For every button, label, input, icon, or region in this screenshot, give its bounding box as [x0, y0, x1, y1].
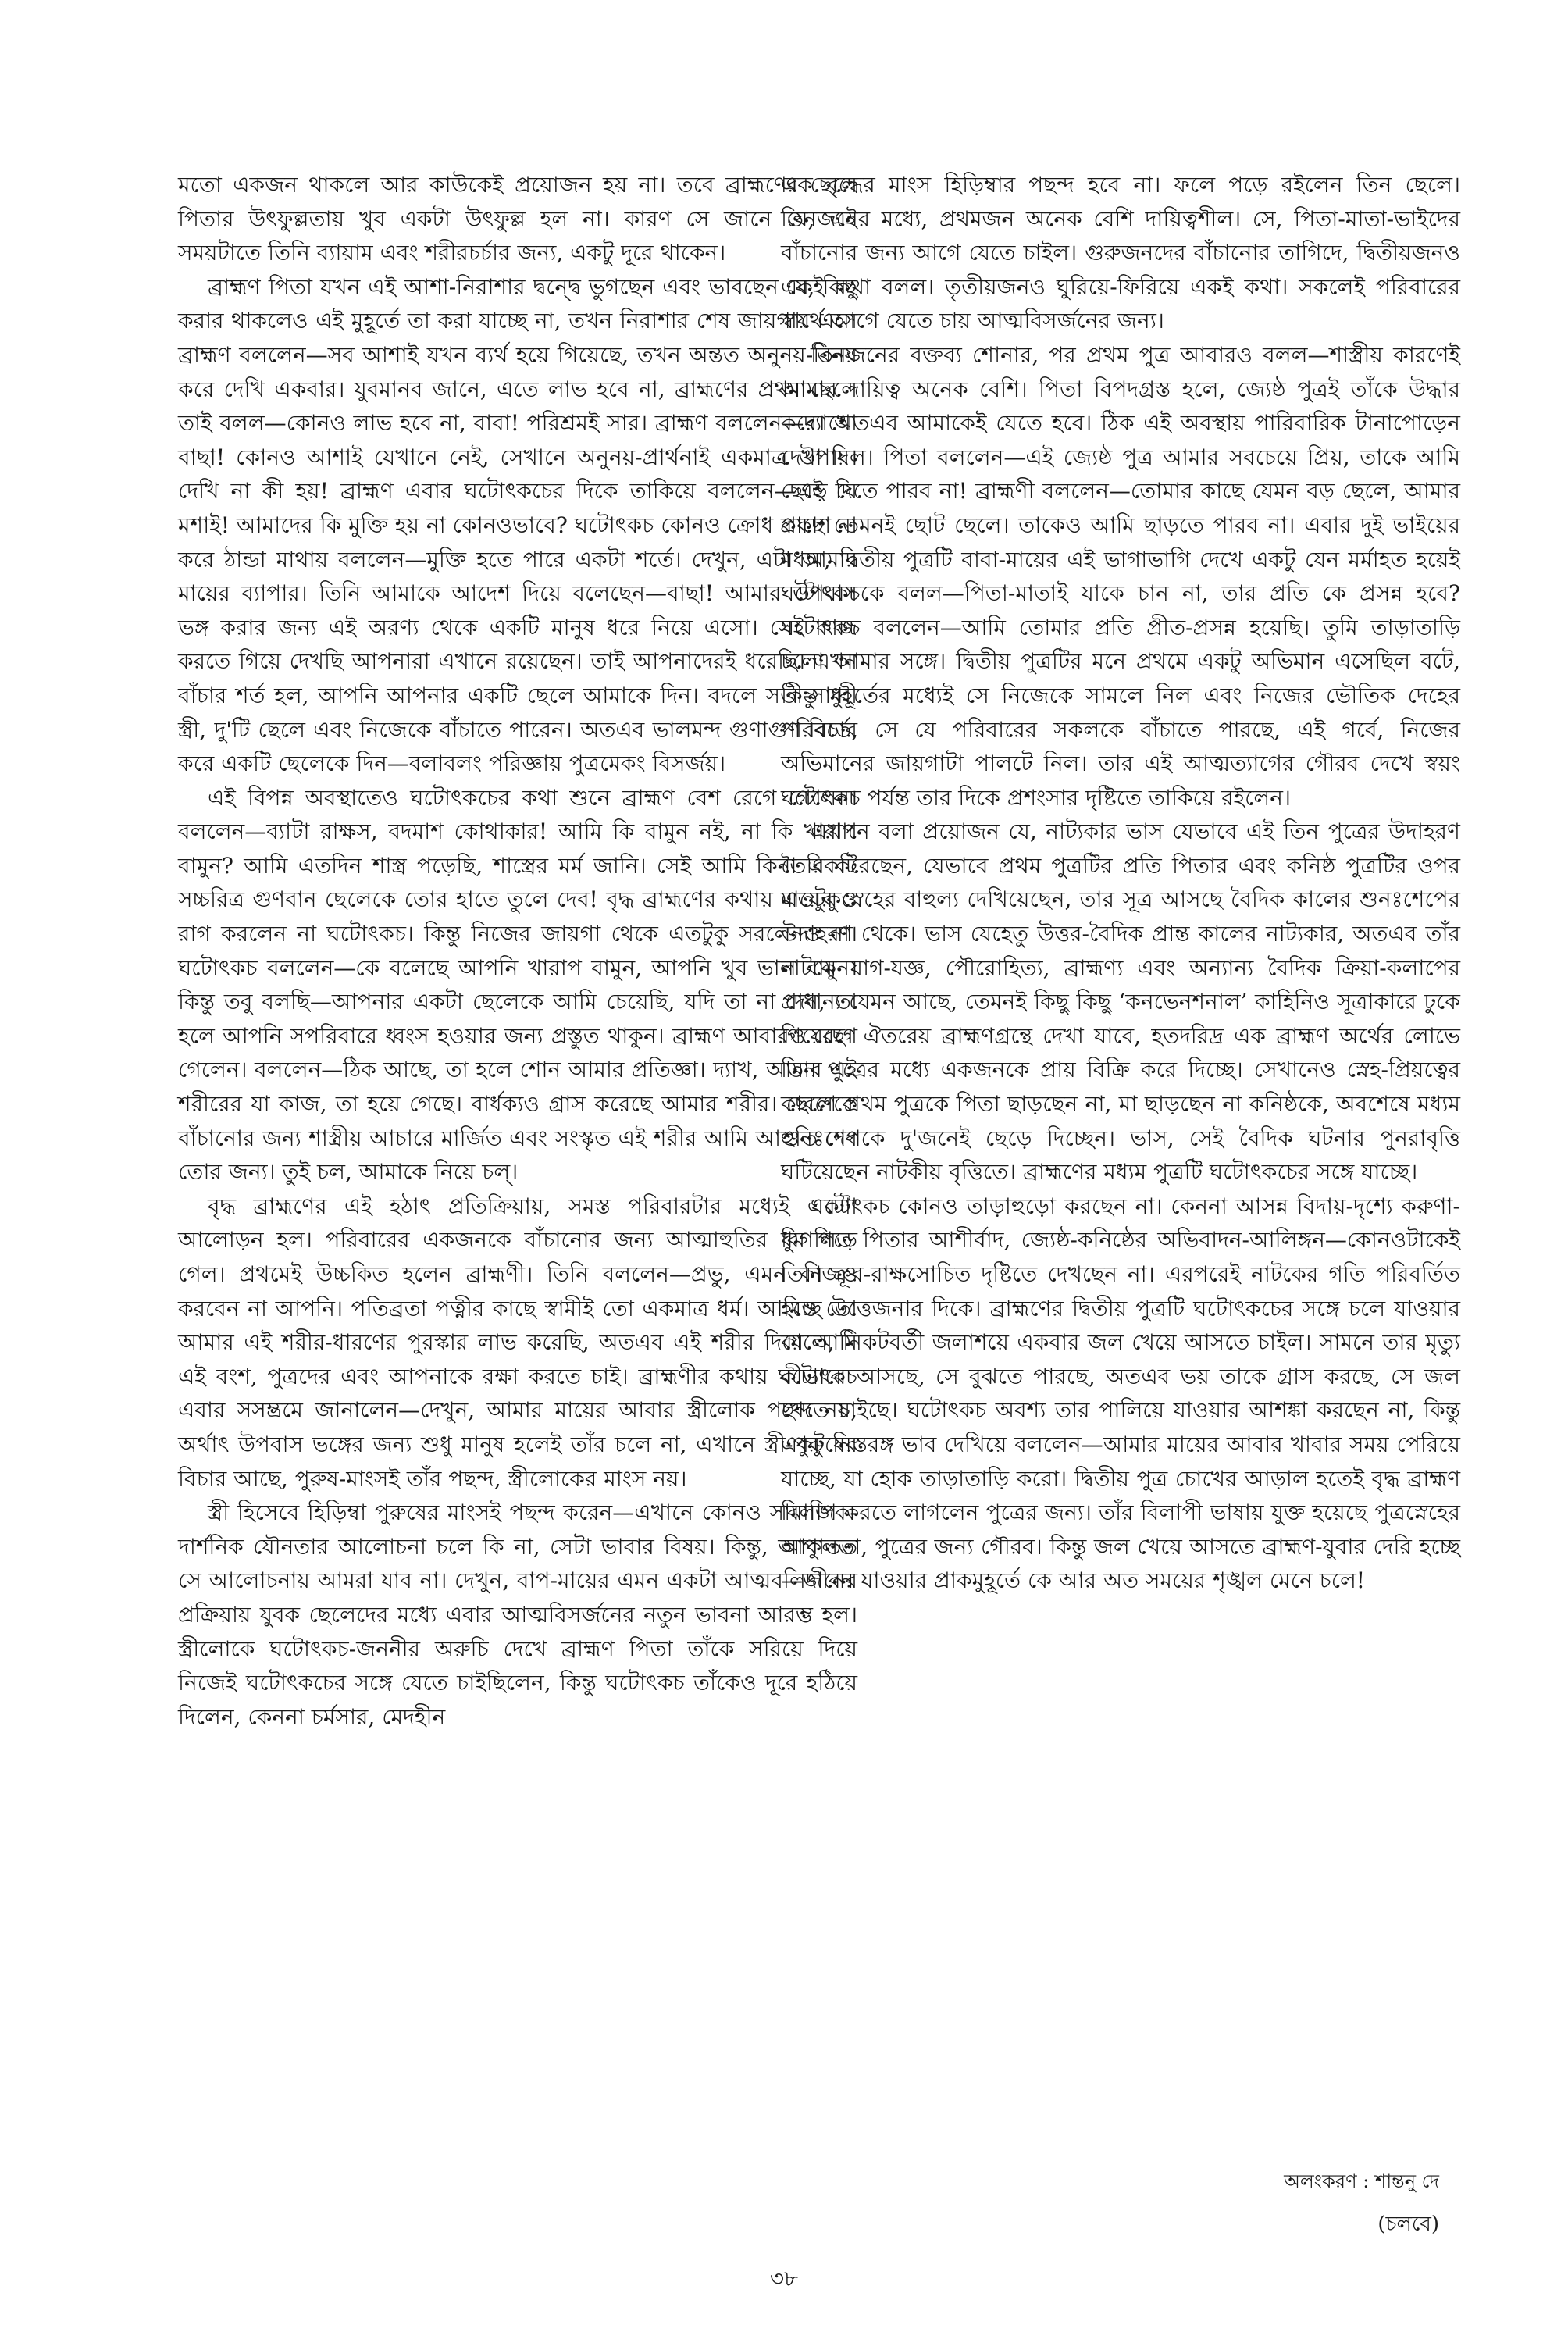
- paragraph: ব্রাহ্মণ পিতা যখন এই আশা-নিরাশার দ্বন্দ্বে ভুগছেন এবং ভাবছেন যে, কিছু করার থাকলেও এই মুহূর্তে তা করা যাচ্ছে না, তখন নিরাশার শেষ জায়গায় এসে ব্রাহ্মণ বললেন—সব আশাই যখন ব্যর্থ হয়ে গিয়েছে, তখন অন্তত অনুনয়-বিনয় করে দেখি একবার। যুবমানব জানে, এতে লাভ হবে না, ব্রাহ্মণের প্রথম ছেলে তাই বলল—কোনও লাভ হবে না, বাবা! পরিশ্রমই সার। ব্রাহ্মণ বললেন—দ্যাখো বাছা! কোনও আশাই যেখানে নেই, সেখানে অনুনয়-প্রার্থনাই একমাত্র উপায়। দেখি না কী হয়! ব্রাহ্মণ এবার ঘটোৎকচের দিকে তাকিয়ে বললেন—এই যে মশাই! আমাদের কি মুক্তি হয় না কোনওভাবে? ঘটোৎকচ কোনও ক্রোধ প্রকাশ না করে ঠান্ডা মাথায় বললেন—মুক্তি হতে পারে একটা শর্তে। দেখুন, এটা আমার মায়ের ব্যাপার। তিনি আমাকে আদেশ দিয়ে বলেছেন—বাছা! আমার উপবাস ভঙ্গ করার জন্য এই অরণ্য থেকে একটি মানুষ ধরে নিয়ে এসো। সেই কাজ করতে গিয়ে দেখছি আপনারা এখানে রয়েছেন। তাই আপনাদেরই ধরেছি। এখন বাঁচার শর্ত হল, আপনি আপনার একটি ছেলে আমাকে দিন। বদলে সতী-সাধ্বী স্ত্রী, দু'টি ছেলে এবং নিজেকে বাঁচাতে পারেন। অতএব ভালমন্দ গুণাগুণ বিচার করে একটি ছেলেকে দিন—বলাবলং পরিজ্ঞায় পুত্রমেকং বিসর্জয়।: [178, 273, 857, 777]
- paragraph: ঘটোৎকচ কোনও তাড়াহুড়ো করছেন না। কেননা আসন্ন বিদায়-দৃশ্যে করুণা-বিগলিত পিতার আশীর্বাদ, জ্যেষ্ঠ-কনিষ্ঠের অভিবাদন-আলিঙ্গন—কোনওটাকেই তিনি ক্রূর-রাক্ষসোচিত দৃষ্টিতে দেখছেন না। এরপরেই নাটকের গতি পরিবর্তিত হচ্ছে উত্তেজনার দিকে। ব্রাহ্মণের দ্বিতীয় পুত্রটি ঘটোৎকচের সঙ্গে চলে যাওয়ার কালে, নিকটবর্তী জলাশয়ে একবার জল খেয়ে আসতে চাইল। সামনে তার মৃত্যু কীভাবে আসছে, সে বুঝতে পারছে, অতএব ভয় তাকে গ্রাস করছে, সে জল খেতে চাইছে। ঘটোৎকচ অবশ্য তার পালিয়ে যাওয়ার আশঙ্কা করছেন না, কিন্তু একটু নিস্তরঙ্গ ভাব দেখিয়ে বললেন—আমার মায়ের আবার খাবার সময় পেরিয়ে যাচ্ছে, যা হোক তাড়াতাড়ি করো। দ্বিতীয় পুত্র চোখের আড়াল হতেই বৃদ্ধ ব্রাহ্মণ বিলাপ করতে লাগলেন পুত্রের জন্য। তাঁর বিলাপী ভাষায় যুক্ত হয়েছে পুত্রস্নেহের আকুলতা, পুত্রের জন্য গৌরব। কিন্তু জল খেয়ে আসতে ব্রাহ্মণ-যুবার দেরি হচ্ছে—জীবন যাওয়ার প্রাকমুহূর্তে কে আর অত সময়ের শৃঙ্খল মেনে চলে!: [781, 1193, 1460, 1594]
- paragraph: স্ত্রী হিসেবে হিড়িম্বা পুরুষের মাংসই পছন্দ করেন—এখানে কোনও সামাজিক-দার্শনিক যৌনতার আলোচনা চলে কি না, সেটা ভাবার বিষয়। কিন্তু, আপাতত সে আলোচনায় আমরা যাব না। দেখুন, বাপ-মায়ের এমন একটা আত্মবলিদানের প্রক্রিয়ায় যুবক ছেলেদের মধ্যে এবার আত্মবিসর্জনের নতুন ভাবনা আরম্ভ হল। স্ত্রীলোকে ঘটোৎকচ-জননীর অরুচি দেখে ব্রাহ্মণ পিতা তাঁকে সরিয়ে দিয়ে নিজেই ঘটোৎকচের সঙ্গে যেতে চাইছিলেন, কিন্তু ঘটোৎকচ তাঁকেও দূরে হঠিয়ে দিলেন, কেননা চর্মসার, মেদহীন: [178, 1500, 857, 1730]
- paragraph: বৃদ্ধ ব্রাহ্মণের এই হঠাৎ প্রতিক্রিয়ায়, সমস্ত পরিবারটার মধ্যেই একটা আলোড়ন হল। পরিবারের একজনকে বাঁচানোর জন্য আত্মাহুতির ধুম পড়ে গেল। প্রথমেই উচ্চকিত হলেন ব্রাহ্মণী। তিনি বললেন—প্রভু, এমন কাজও করবেন না আপনি। পতিব্রতা পত্নীর কাছে স্বামীই তো একমাত্র ধর্ম। আমিও তো আমার এই শরীর-ধারণের পুরস্কার লাভ করেছি, অতএব এই শরীর দিয়ে আমি এই বংশ, পুত্রদের এবং আপনাকে রক্ষা করতে চাই। ব্রাহ্মণীর কথায় ঘটোৎকচ এবার সসম্ভ্রমে জানালেন—দেখুন, আমার মায়ের আবার স্ত্রীলোক পছন্দ নয়, অর্থাৎ উপবাস ভঙ্গের জন্য শুধু মানুষ হলেই তাঁর চলে না, এখানে স্ত্রী-পুরুষের বিচার আছে, পুরুষ-মাংসই তাঁর পছন্দ, স্ত্রীলোকের মাংস নয়।: [178, 1193, 857, 1492]
- paragraph: মতো একজন থাকলে আর কাউকেই প্রয়োজন হয় না। তবে ব্রাহ্মণের ছেলে পিতার উৎফুল্লতায় খুব একটা উৎফুল্ল হল না। কারণ সে জানে যে, এই সময়টাতে তিনি ব্যায়াম এবং শরীরচর্চার জন্য, একটু দূরে থাকেন।: [178, 172, 857, 266]
- right-column: [781, 168, 1460, 1598]
- paragraph: এই বিপন্ন অবস্থাতেও ঘটোৎকচের কথা শুনে ব্রাহ্মণ বেশ রেগে গেলেন। বললেন—ব্যাটা রাক্ষস, বদমাশ কোথাকার! আমি কি বামুন নই, না কি খারাপ বামুন? আমি এতদিন শাস্ত্র পড়েছি, শাস্ত্রের মর্ম জানি। সেই আমি কিনা একটি সচ্চরিত্র গুণবান ছেলেকে তোর হাতে তুলে দেব! বৃদ্ধ ব্রাহ্মণের কথায় এতটুকুও রাগ করলেন না ঘটোৎকচ। কিন্তু নিজের জায়গা থেকে এতটুকু সরলেনও না। ঘটোৎকচ বললেন—কে বলেছে আপনি খারাপ বামুন, আপনি খুব ভাল বামুন। কিন্তু তবু বলছি—আপনার একটা ছেলেকে আমি চেয়েছি, যদি তা না দেন, তা হলে আপনি সপরিবারে ধ্বংস হওয়ার জন্য প্রস্তুত থাকুন। ব্রাহ্মণ আবারও রেগে গেলেন। বললেন—ঠিক আছে, তা হলে শোন আমার প্রতিজ্ঞা। দ্যাখ, আমার এই শরীরের যা কাজ, তা হয়ে গেছে। বার্ধক্যও গ্রাস করেছে আমার শরীর। ছেলেকে বাঁচানোর জন্য শাস্ত্রীয় আচারে মার্জিত এবং সংস্কৃত এই শরীর আমি আহুতি দেব তোর জন্য। তুই চল, আমাকে নিয়ে চল্।: [178, 784, 857, 1186]
- paragraph: তিনজনের বক্তব্য শোনার, পর প্রথম পুত্র আবারও বলল—শাস্ত্রীয় কারণেই আমার দায়িত্ব অনেক বেশি। পিতা বিপদগ্রস্ত হলে, জ্যেষ্ঠ পুত্রই তাঁকে উদ্ধার করে। অতএব আমাকেই যেতে হবে। ঠিক এই অবস্থায় পারিবারিক টানাপোড়েন দেখা দিল। পিতা বললেন—এই জ্যেষ্ঠ পুত্র আমার সবচেয়ে প্রিয়, তাকে আমি ছেড়ে দিতে পারব না! ব্রাহ্মণী বললেন—তোমার কাছে যেমন বড় ছেলে, আমার কাছে তেমনই ছোট ছেলে। তাকেও আমি ছাড়তে পারব না। এবার দুই ভাইয়ের মধ্যম, দ্বিতীয় পুত্রটি বাবা-মায়ের এই ভাগাভাগি দেখে একটু যেন মর্মাহত হয়েই ঘটোৎকচকে বলল—পিতা-মাতাই যাকে চান না, তার প্রতি কে প্রসন্ন হবে? ঘটোৎকচ বললেন—আমি তোমার প্রতি প্রীত-প্রসন্ন হয়েছি। তুমি তাড়াতাড়ি চলো আমার সঙ্গে। দ্বিতীয় পুত্রটির মনে প্রথমে একটু অভিমান এসেছিল বটে, কিন্তু মুহূর্তের মধ্যেই সে নিজেকে সামলে নিল এবং নিজের ভৌতিক দেহের পরিবর্তে, সে যে পরিবারের সকলকে বাঁচাতে পারছে, এই গর্বে, নিজের অভিমানের জায়গাটা পালটে নিল। তার এই আত্মত্যাগের গৌরব দেখে স্বয়ং ঘটোৎকচ পর্যন্ত তার দিকে প্রশংসার দৃষ্টিতে তাকিয়ে রইলেন।: [781, 341, 1461, 811]
- illustration-credit: অলংকরণ : শান্তনু দে: [1284, 2170, 1439, 2192]
- paragraph: এখানে বলা প্রয়োজন যে, নাট্যকার ভাস যেভাবে এই তিন পুত্রের উদাহরণ তৈরি করেছেন, যেভাবে প্রথম পুত্রটির প্রতি পিতার এবং কনিষ্ঠ পুত্রটির ওপর মায়ের স্নেহের বাহুল্য দেখিয়েছেন, তার সূত্র আসছে বৈদিক কালের শুনঃশেপের উদাহরণ থেকে। ভাস যেহেতু উত্তর-বৈদিক প্রান্ত কালের নাট্যকার, অতএব তাঁর নাটকে যাগ-যজ্ঞ, পৌরোহিত্য, ব্রাহ্মণ্য এবং অন্যান্য বৈদিক ক্রিয়া-কলাপের প্রাধান্য যেমন আছে, তেমনই কিছু কিছু ‘কনভেনশনাল’ কাহিনিও সূত্রাকারে ঢুকে গিয়েছে। ঐতরেয় ব্রাহ্মণগ্রন্থে দেখা যাবে, হতদরিদ্র এক ব্রাহ্মণ অর্থের লোভে তিন পুত্রের মধ্যে একজনকে প্রায় বিক্রি করে দিচ্ছে। সেখানেও স্নেহ-প্রিয়ত্বের কারণে প্রথম পুত্রকে পিতা ছাড়ছেন না, মা ছাড়ছেন না কনিষ্ঠকে, অবশেষে মধ্যম শুনঃশেপকে দু'জনেই ছেড়ে দিচ্ছেন। ভাস, সেই বৈদিক ঘটনার পুনরাবৃত্তি ঘটিয়েছেন নাটকীয় বৃত্তিতে। ব্রাহ্মণের মধ্যম পুত্রটি ঘটোৎকচের সঙ্গে যাচ্ছে।: [781, 818, 1460, 1186]
- page-number: ৩৮: [769, 2266, 799, 2291]
- left-column: [178, 168, 857, 1734]
- continued-note: (চলবে): [1377, 2213, 1439, 2236]
- paragraph: এক বৃদ্ধের মাংস হিড়িম্বার পছন্দ হবে না। ফলে পড়ে রইলেন তিন ছেলে। তিনজনের মধ্যে, প্রথমজন অনেক বেশি দায়িত্বশীল। সে, পিতা-মাতা-ভাইদের বাঁচানোর জন্য আগে যেতে চাইল। গুরুজনদের বাঁচানোর তাগিদে, দ্বিতীয়জনও একই কথা বলল। তৃতীয়জনও ঘুরিয়ে-ফিরিয়ে একই কথা। সকলেই পরিবারের স্বার্থে আগে যেতে চায় আত্মবিসর্জনের জন্য।: [781, 172, 1460, 334]
